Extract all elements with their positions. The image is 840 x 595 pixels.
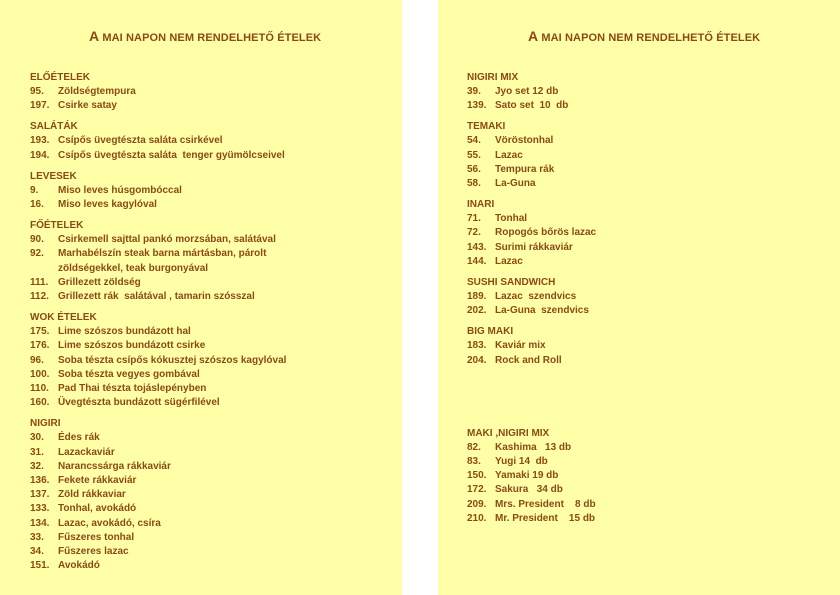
item-name: Grillezett zöldség xyxy=(58,276,141,288)
item-number: 151. xyxy=(30,560,50,572)
item-name: Lazac, avokádó, csíra xyxy=(58,517,161,529)
menu-item xyxy=(467,441,840,455)
menu-item xyxy=(467,255,840,269)
item-number: 95. xyxy=(30,86,44,97)
menu-item xyxy=(30,517,402,531)
item-name: Fekete rákkaviár xyxy=(58,475,137,487)
menu-item xyxy=(467,339,840,353)
item-name: Fűszeres lazac xyxy=(58,546,129,558)
item-name: Soba tészta csípős kókusztej szószos kagylóval xyxy=(58,354,287,366)
menu-item xyxy=(467,149,840,163)
menu-item xyxy=(30,99,402,113)
section-heading: NIGIRI MIX xyxy=(467,72,519,83)
item-name: Vöröstonhal xyxy=(495,135,554,147)
item-number: 143. xyxy=(467,241,487,253)
item-number: 110. xyxy=(30,383,49,395)
item-number: 210. xyxy=(467,512,487,524)
item-number: 183. xyxy=(467,340,487,352)
menu-item xyxy=(30,233,402,247)
left-menu-page xyxy=(0,0,402,595)
item-name: Rock and Roll xyxy=(495,354,562,366)
menu-item xyxy=(467,455,840,469)
menu-section xyxy=(467,325,840,367)
item-name: Jyo set 12 db xyxy=(495,86,559,97)
item-name: Kaviár mix xyxy=(495,340,546,352)
section-heading: SUSHI SANDWICH xyxy=(467,277,556,289)
item-name: Soba tészta vegyes gombával xyxy=(58,368,200,380)
item-number: 31. xyxy=(30,446,44,458)
menu-item xyxy=(30,531,402,545)
section-list xyxy=(30,71,402,573)
menu-item xyxy=(467,85,840,99)
menu-item xyxy=(30,134,402,148)
item-number: 133. xyxy=(30,503,50,515)
menu-item xyxy=(467,483,840,497)
item-number: 209. xyxy=(467,498,487,510)
menu-section xyxy=(467,71,840,113)
menu-section xyxy=(30,311,402,410)
item-number: 202. xyxy=(467,305,487,317)
menu-section xyxy=(467,120,840,191)
menu-section xyxy=(467,427,840,526)
item-number: 55. xyxy=(467,149,481,161)
item-name: Fűszeres tonhal xyxy=(58,531,135,543)
item-name: Yugi 14 db xyxy=(495,456,548,468)
section-heading: TEMAKI xyxy=(467,121,506,133)
right-menu-page xyxy=(438,0,840,595)
menu-item xyxy=(30,184,402,198)
menu-section xyxy=(467,198,840,269)
item-name: Surimi rákkaviár xyxy=(495,241,573,253)
menu-item xyxy=(467,290,840,304)
menu-item xyxy=(30,474,402,488)
section-list xyxy=(467,71,840,526)
item-number: 194. xyxy=(30,149,50,161)
item-name: Lazac xyxy=(495,255,523,267)
item-number: 96. xyxy=(30,354,44,366)
menu-item xyxy=(467,469,840,483)
item-name: Miso leves kagylóval xyxy=(58,199,157,211)
menu-section xyxy=(30,71,402,113)
item-name: Narancssárga rákkaviár xyxy=(58,460,171,472)
spacer xyxy=(467,375,840,427)
menu-item xyxy=(30,368,402,382)
item-name: La-Guna xyxy=(495,178,536,190)
menu-item xyxy=(467,304,840,318)
menu-section xyxy=(30,219,402,304)
item-name: Kashima 13 db xyxy=(495,441,572,453)
page-title: A MAI NAPON NEM RENDELHETŐ ÉTELEK xyxy=(528,28,761,44)
item-name: Zöldségtempura xyxy=(58,86,136,97)
item-number: 144. xyxy=(467,255,487,267)
item-number: 134. xyxy=(30,517,50,529)
item-name: Zöld rákkaviar xyxy=(58,489,126,501)
menu-item xyxy=(467,498,840,512)
menu-item xyxy=(467,177,840,191)
item-number: 9. xyxy=(30,184,39,196)
item-number: 16. xyxy=(30,199,44,211)
menu-item xyxy=(467,226,840,240)
item-number: 150. xyxy=(467,470,487,482)
menu-item xyxy=(30,559,402,573)
item-number: 189. xyxy=(467,291,487,303)
item-number: 33. xyxy=(30,531,44,543)
item-number: 197. xyxy=(30,100,50,112)
item-number: 111. xyxy=(30,276,49,288)
item-name: Sato set 10 db xyxy=(495,100,569,112)
menu-item xyxy=(467,354,840,368)
menu-item xyxy=(30,488,402,502)
menu-item xyxy=(30,354,402,368)
item-name: Lazackaviár xyxy=(58,446,115,458)
item-number: 175. xyxy=(30,326,50,338)
item-name: Grillezett rák salátával , tamarin szósszal xyxy=(58,291,255,303)
page-title: A MAI NAPON NEM RENDELHETŐ ÉTELEK xyxy=(89,28,322,44)
menu-item xyxy=(30,460,402,474)
menu-item xyxy=(30,431,402,445)
item-name: Tonhal xyxy=(495,213,528,225)
item-number: 30. xyxy=(30,432,44,444)
menu-item xyxy=(30,382,402,396)
item-number: 54. xyxy=(467,135,481,147)
menu-item xyxy=(467,512,840,526)
menu-item xyxy=(467,241,840,255)
item-name: Avokádó xyxy=(58,560,100,572)
item-name: Üvegtészta bundázott sügérfilével xyxy=(58,397,220,409)
section-heading: WOK ÉTELEK xyxy=(30,312,97,324)
section-heading: LEVESEK xyxy=(30,170,77,182)
item-number: 92. xyxy=(30,248,44,260)
item-name: Mrs. President 8 db xyxy=(495,498,596,510)
item-name: Csirkemell sajttal pankó morzsában, salátával xyxy=(58,234,276,246)
menu-item xyxy=(30,545,402,559)
item-number: 136. xyxy=(30,475,50,487)
section-heading: FŐÉTELEK xyxy=(30,220,84,232)
item-name: Lazac xyxy=(495,149,523,161)
item-name: Csípős üvegtészta saláta tenger gyümölcseivel xyxy=(58,149,285,161)
section-heading: INARI xyxy=(467,199,495,211)
item-name: La-Guna szendvics xyxy=(495,305,589,317)
item-number: 139. xyxy=(467,100,487,112)
section-heading: ELŐÉTELEK xyxy=(30,72,91,83)
item-number: 176. xyxy=(30,340,50,352)
menu-item xyxy=(30,325,402,339)
item-number: 90. xyxy=(30,234,44,246)
item-name: Tonhal, avokádó xyxy=(58,503,137,515)
item-number: 58. xyxy=(467,178,481,190)
item-number: 71. xyxy=(467,213,481,225)
section-heading: BIG MAKI xyxy=(467,326,514,338)
item-number: 39. xyxy=(467,86,481,97)
menu-section xyxy=(467,276,840,318)
menu-item xyxy=(467,212,840,226)
item-name-continuation: zöldségekkel, teak burgonyával xyxy=(58,262,209,274)
item-number: 72. xyxy=(467,227,481,239)
item-name: Sakura 34 db xyxy=(495,484,563,496)
section-heading: SALÁTÁK xyxy=(30,121,78,133)
menu-item xyxy=(467,99,840,113)
section-heading: MAKI ,NIGIRI MIX xyxy=(467,427,550,439)
menu-item xyxy=(30,396,402,410)
menu-item xyxy=(30,85,402,99)
item-name: Csípős üvegtészta saláta csirkével xyxy=(58,135,223,147)
item-number: 34. xyxy=(30,546,44,558)
item-name: Mr. President 15 db xyxy=(495,512,596,524)
item-number: 137. xyxy=(30,489,50,501)
menu-item xyxy=(30,339,402,353)
section-heading: NIGIRI xyxy=(30,418,61,430)
item-name: Pad Thai tészta tojáslepényben xyxy=(58,383,207,395)
item-number: 160. xyxy=(30,397,50,409)
item-name: Miso leves húsgombóccal xyxy=(58,184,182,196)
menu-item xyxy=(30,276,402,290)
menu-section xyxy=(30,170,402,212)
item-number: 56. xyxy=(467,163,481,175)
item-number: 204. xyxy=(467,354,487,366)
menu-section xyxy=(30,120,402,162)
item-number: 83. xyxy=(467,456,481,468)
item-name: Lime szószos bundázott csirke xyxy=(58,340,206,352)
item-name: Ropogós bőrös lazac xyxy=(495,227,597,239)
item-name: Marhabélszín steak barna mártásban, párolt xyxy=(58,248,267,260)
item-name: Édes rák xyxy=(58,432,100,444)
menu-item xyxy=(30,446,402,460)
item-name: Lime szószos bundázott hal xyxy=(58,326,191,338)
item-name: Lazac szendvics xyxy=(495,291,577,303)
menu-item xyxy=(30,502,402,516)
item-number: 112. xyxy=(30,291,49,303)
menu-item xyxy=(467,163,840,177)
item-name: Yamaki 19 db xyxy=(495,470,559,482)
menu-item xyxy=(30,198,402,212)
item-number: 100. xyxy=(30,368,50,380)
item-name: Csirke satay xyxy=(58,100,117,112)
item-name: Tempura rák xyxy=(495,163,555,175)
item-number: 193. xyxy=(30,135,50,147)
menu-item xyxy=(30,149,402,163)
menu-item xyxy=(30,247,402,261)
menu-section xyxy=(30,417,402,573)
menu-item xyxy=(467,134,840,148)
item-number: 172. xyxy=(467,484,487,496)
item-number: 32. xyxy=(30,460,44,472)
item-number: 82. xyxy=(467,441,481,453)
menu-item xyxy=(30,290,402,304)
